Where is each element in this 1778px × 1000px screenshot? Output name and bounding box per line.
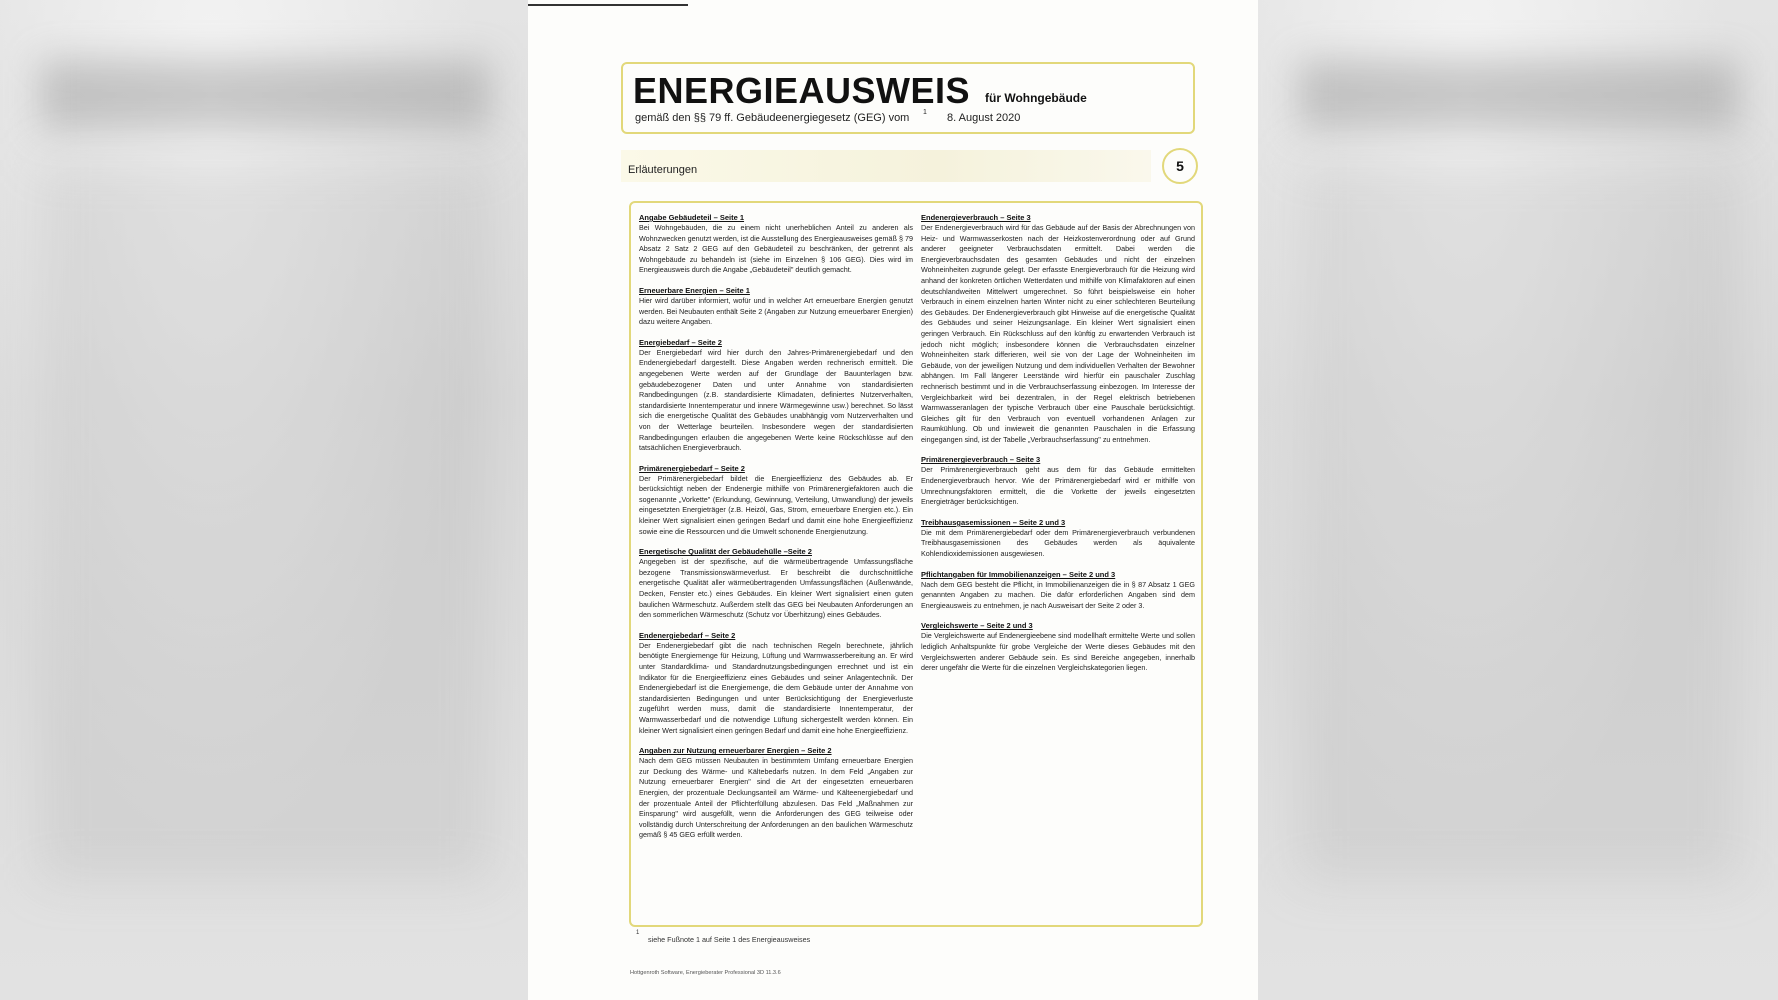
block-text: Die mit dem Primärenergiebedarf oder dem Primärenergieverbrauch verbundenen Treibhausgasemissionen des Gebäudes werden als äquivalente Kohlendioxidemissionen ausgewiesen. (921, 527, 1195, 559)
section-bar (621, 150, 1151, 182)
block-text: Nach dem GEG besteht die Pflicht, in Immobilienanzeigen die in § 87 Absatz 1 GEG genannten Angaben zu machen. Die dafür erforderlichen Angaben sind dem Energieausweis zu entnehmen, je nach Ausweisart der Seite 2 oder 3. (921, 579, 1195, 610)
explanation-block (921, 518, 1195, 560)
document-title: ENERGIEAUSWEIS (633, 70, 971, 111)
explanation-block (639, 746, 913, 841)
explanation-block (639, 338, 913, 454)
document-page (528, 0, 1258, 1000)
block-title: Energiebedarf – Seite 2 (639, 337, 722, 347)
footnote-text: siehe Fußnote 1 auf Seite 1 des Energieausweises (648, 935, 811, 944)
section-title: Erläuterungen (628, 164, 698, 176)
footnote-reference: 1 (923, 109, 927, 116)
law-date: 8. August 2020 (947, 112, 1021, 124)
block-title: Angaben zur Nutzung erneuerbarer Energien – Seite 2 (639, 746, 832, 756)
block-title: Endenergieverbrauch – Seite 3 (921, 213, 1031, 222)
background-blur-right (1258, 0, 1778, 1000)
block-text: Der Primärenergiebedarf bildet die Energieeffizienz des Gebäudes ab. Er berücksichtigt neben der Endenergie mithilfe von Primärenergiefaktoren auch die sogenannte „Vorkette" (Erkundung, Gewinnung, Verteilung, Umwandlung) der jeweils eingesetzten Energieträger (z.B. Heizöl, Gas, Strom, erneuerbare Energien etc.). Ein kleiner Wert signalisiert einen geringen Bedarf und damit eine hohe Energieeffizienz sowie eine die Ressourcen und die Umwelt schonende Energienutzung. (639, 473, 913, 536)
right-column (921, 213, 1195, 684)
block-title: Erneuerbare Energien – Seite 1 (639, 285, 750, 295)
explanations-box (629, 201, 1203, 927)
block-title: Primärenergieverbrauch – Seite 3 (921, 455, 1041, 465)
explanation-block (639, 213, 913, 276)
block-title: Vergleichswerte – Seite 2 und 3 (921, 621, 1033, 631)
footnote-mark: 1 (636, 930, 640, 936)
block-title: Energetische Qualität der Gebäudehülle –Seite 2 (639, 547, 812, 557)
block-text: Hier wird darüber informiert, wofür und in welcher Art erneuerbare Energien genutzt werden. Bei Neubauten enthält Seite 2 (Angaben zur Nutzung erneuerbarer Energien) dazu weitere Angaben. (639, 295, 913, 327)
block-text: Nach dem GEG müssen Neubauten in bestimmtem Umfang erneuerbare Energien zur Deckung des Wärme- und Kältebedarfs nutzen. In dem Feld „Angaben zur Nutzung erneuerbarer Energien" sind die Art der eingesetzten erneuerbaren Energien, der prozentuale Deckungsanteil am Wärme- und Kälteenergiebedarf und der prozentuale Anteil der Pflichterfüllung abzulesen. Das Feld „Maßnahmen zur Einsparung" wird ausgefüllt, wenn die Anforderungen des GEG teilweise oder vollständig durch Unterschreitung der Anforderungen an den baulichen Wärmeschutz gemäß § 45 GEG erfüllt werden. (639, 756, 913, 840)
block-text: Angegeben ist der spezifische, auf die wärmeübertragende Umfassungsfläche bezogene Transmissionswärmeverlust. Er beschreibt die durchschnittliche energetische Qualität aller wärmeübertragenden Umfassungsflächen (Außenwände, Decken, Fenster etc.) eines Gebäudes. Ein kleiner Wert signalisiert einen guten baulichen Wärmeschutz. Außerdem stellt das GEG bei Neubauten Anforderungen an den sommerlichen Wärmeschutz (Schutz vor Überhitzung) eines Gebäudes. (639, 557, 913, 620)
block-text: Bei Wohngebäuden, die zu einem nicht unerheblichen Anteil zu anderen als Wohnzwecken genutzt werden, ist die Ausstellung des Energieausweises gemäß § 79 Absatz 2 Satz 2 GEG auf den Gebäudeteil zu beschränken, der getrennt als Wohngebäude zu behandeln ist (siehe im Einzelnen § 106 GEG). Dies wird im Energieausweis durch die Angabe „Gebäudeteil" deutlich gemacht. (639, 223, 913, 275)
explanation-block (921, 213, 1195, 445)
software-credit: Hottgenroth Software, Energieberater Professional 3D 11.3.6 (630, 970, 781, 976)
block-title: Treibhausgasemissionen – Seite 2 und 3 (921, 517, 1066, 527)
page-number-badge: 5 (1162, 148, 1198, 184)
block-title: Endenergiebedarf – Seite 2 (639, 630, 736, 640)
explanation-block (639, 286, 913, 328)
block-text: Der Endenergieverbrauch wird für das Gebäude auf der Basis der Abrechnungen von Heiz- und Warmwasserkosten nach der Heizkostenverordnung oder auf Grund anderer geeigneter Verbrauchsdaten ermittelt. Dabei werden die Energieverbrauchsdaten des gesamten Gebäudes und nicht der einzelnen Wohneinheiten zugrunde gelegt. Der erfasste Energieverbrauch für die Heizung wird anhand der konkreten örtlichen Wetterdaten und mithilfe von Klimafaktoren auf einen deutschlandweiten Mittelwert umgerechnet. So führt beispielsweise ein hoher Verbrauch in einem einzelnen harten Winter nicht zu einer schlechteren Beurteilung des Gebäudes. Der Endenergieverbrauch gibt Hinweise auf die energetische Qualität des Gebäudes und seiner Heizungsanlage. Ein kleiner Wert signalisiert einen geringen Verbrauch. Ein Rückschluss auf den künftig zu erwartenden Verbrauch ist jedoch nicht möglich; insbesondere können die Verbrauchsdaten einzelner Wohneinheiten stark differieren, weil sie von der Lage der Wohneinheiten im Gebäude, von der jeweiligen Nutzung und dem individuellen Verhalten der Bewohner abhängen. Im Fall längerer Leerstände wird hierfür ein pauschaler Zuschlag rechnerisch bestimmt und in die Verbrauchserfassung einbezogen. Im Interesse der Vergleichbarkeit wird bei dezentralen, in der Regel elektrisch betriebenen Warmwasseranlagen der typische Verbrauch über eine Pauschale berücksichtigt. Gleiches gilt für den Verbrauch von eventuell vorhandenen Anlagen zur Raumkühlung. Ob und inwieweit die genannten Pauschalen in die Erfassung eingegangen sind, ist der Tabelle „Verbrauchserfassung" zu entnehmen. (921, 223, 1195, 444)
block-title: Primärenergiebedarf – Seite 2 (639, 463, 745, 473)
block-text: Der Endenergiebedarf gibt die nach technischen Regeln berechnete, jährlich benötigte Energiemenge für Heizung, Lüftung und Warmwasserbereitung an. Er wird unter Standardklima- und Standardnutzungsbedingungen errechnet und ist ein Indikator für die Energieeffizienz eines Gebäudes und seiner Anlagentechnik. Der Endenergiebedarf ist die Energiemenge, die dem Gebäude unter der Annahme von standardisierten Bedingungen und unter Berücksichtigung der Energieverluste zugeführt werden muss, damit die standardisierte Innentemperatur, der Warmwasserbedarf und die notwendige Lüftung sichergestellt werden können. Ein kleiner Wert signalisiert einen geringen Bedarf und damit eine hohe Energieeffizienz. (639, 640, 913, 735)
document-subtitle: für Wohngebäude (985, 91, 1087, 105)
header-box (621, 62, 1195, 134)
background-blur-left (0, 0, 530, 1000)
block-text: Der Energiebedarf wird hier durch den Jahres-Primärenergiebedarf und den Endenergiebedarf dargestellt. Diese Angaben werden rechnerisch ermittelt. Die angegebenen Werte werden auf der Grundlage der Bauunterlagen bzw. gebäudebezogener Daten und unter Annahme von standardisierten Randbedingungen (z.B. standardisierte Klimadaten, definiertes Nutzerverhalten, standardisierte Innentemperatur und innere Wärmegewinne usw.) berechnet. So lässt sich die energetische Qualität des Gebäudes unabhängig vom Nutzerverhalten und von der Wetterlage beurteilen. Insbesondere wegen der standardisierten Randbedingungen erlauben die angegebenen Werte keine Rückschlüsse auf den tatsächlichen Energieverbrauch. (639, 347, 913, 453)
block-title: Angabe Gebäudeteil – Seite 1 (639, 213, 745, 222)
block-text: Die Vergleichswerte auf Endenergieebene sind modellhaft ermittelte Werte und sollen lediglich Anhaltspunkte für grobe Vergleiche der Werte dieses Gebäudes mit den Vergleichswerten anderer Gebäude sein. Es sind Bereiche angegeben, innerhalb derer ungefähr die Werte für die einzelnen Vergleichskategorien liegen. (921, 631, 1195, 673)
block-title: Pflichtangaben für Immobilienanzeigen – Seite 2 und 3 (921, 569, 1116, 579)
block-text: Der Primärenergieverbrauch geht aus dem für das Gebäude ermittelten Endenergieverbrauch hervor. Wie der Primärenergiebedarf wird er mithilfe von Umrechnungsfaktoren ermittelt, die die Vorkette der jeweils eingesetzten Energieträger berücksichtigen. (921, 465, 1195, 507)
explanation-block (639, 547, 913, 621)
left-column (639, 213, 913, 851)
explanation-block (921, 570, 1195, 612)
scan-edge-line (528, 4, 688, 6)
legal-basis: gemäß den §§ 79 ff. Gebäudeenergiegesetz (GEG) vom (635, 112, 910, 124)
explanation-block (921, 455, 1195, 507)
explanation-block (639, 464, 913, 538)
explanation-block (921, 621, 1195, 673)
explanation-block (639, 631, 913, 736)
